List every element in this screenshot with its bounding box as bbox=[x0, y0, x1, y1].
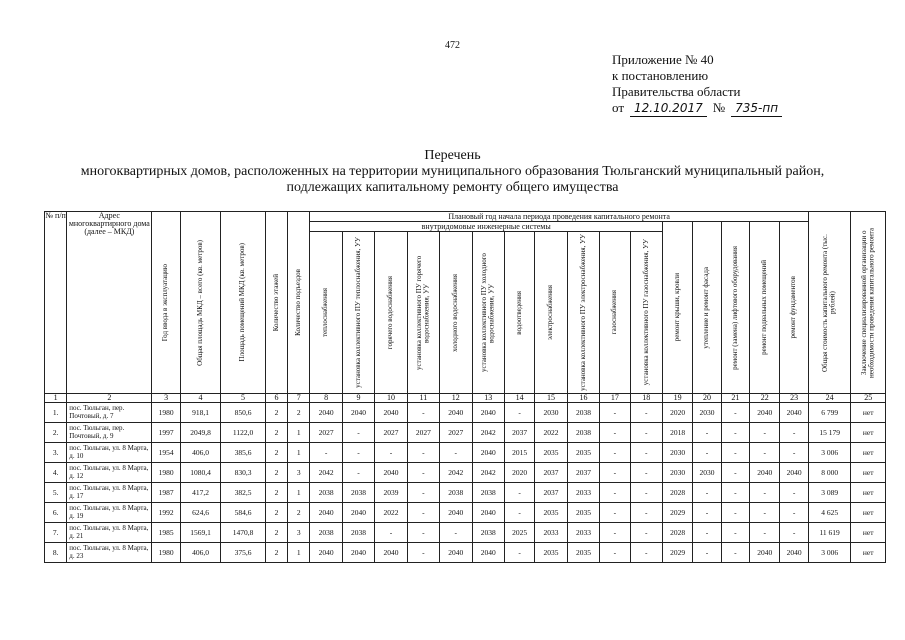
table-cell: 2042 bbox=[310, 463, 342, 483]
table-cell: 2040 bbox=[750, 403, 780, 423]
table-cell: 1954 bbox=[152, 443, 180, 463]
table-cell: 2040 bbox=[342, 403, 374, 423]
column-number: 13 bbox=[472, 394, 504, 403]
header-c18: установка коллективного ПУ газоснабжения, УУ bbox=[630, 232, 662, 394]
header-num: № п/п bbox=[45, 212, 67, 394]
address-cell: пос. Тюльган, ул. 8 Марта, д. 23 bbox=[67, 543, 152, 563]
table-cell: - bbox=[504, 483, 534, 503]
header-c23: ремонт фундаментов bbox=[780, 222, 808, 394]
table-cell: 2 bbox=[265, 403, 287, 423]
table-cell: 8. bbox=[45, 543, 67, 563]
table-cell: 2038 bbox=[342, 483, 374, 503]
header-c20: утепление и ремонт фасада bbox=[693, 222, 721, 394]
column-number: 6 bbox=[265, 394, 287, 403]
table-cell: нет bbox=[851, 543, 886, 563]
table-cell: - bbox=[407, 463, 439, 483]
table-cell: - bbox=[780, 523, 808, 543]
table-cell: 2 bbox=[265, 543, 287, 563]
column-number: 12 bbox=[440, 394, 472, 403]
header-floors: Количество этажей bbox=[265, 212, 287, 394]
column-number: 8 bbox=[310, 394, 342, 403]
header-c14: водоотведения bbox=[504, 232, 534, 394]
column-number: 1 bbox=[45, 394, 67, 403]
table-cell: 2 bbox=[265, 463, 287, 483]
table-cell: 2030 bbox=[662, 443, 692, 463]
table-cell: - bbox=[600, 443, 630, 463]
table-cell: 2 bbox=[288, 403, 310, 423]
column-number: 18 bbox=[630, 394, 662, 403]
annex-block bbox=[612, 52, 782, 117]
table-row bbox=[45, 543, 886, 563]
table-cell: - bbox=[780, 483, 808, 503]
table-cell: 2. bbox=[45, 423, 67, 443]
table-cell: - bbox=[600, 543, 630, 563]
table-cell: - bbox=[721, 403, 749, 423]
table-cell: 3 006 bbox=[808, 543, 851, 563]
table-cell: - bbox=[407, 503, 439, 523]
table-cell: 2040 bbox=[310, 503, 342, 523]
table-body bbox=[45, 403, 886, 563]
table-cell: - bbox=[600, 423, 630, 443]
table-cell: - bbox=[750, 523, 780, 543]
table-cell: 2040 bbox=[472, 403, 504, 423]
table-cell: 3 006 bbox=[808, 443, 851, 463]
title-line2: многоквартирных домов, расположенных на территории муниципального образования Тюльганский муниципальный район, bbox=[80, 164, 825, 179]
table-cell: - bbox=[342, 443, 374, 463]
table-cell: нет bbox=[851, 463, 886, 483]
table-cell: 2 bbox=[265, 483, 287, 503]
table-cell: 2038 bbox=[472, 523, 504, 543]
table-cell: 1470,8 bbox=[221, 523, 266, 543]
table-cell: 2037 bbox=[535, 463, 567, 483]
table-cell: - bbox=[600, 463, 630, 483]
column-number: 20 bbox=[693, 394, 721, 403]
table-cell: нет bbox=[851, 403, 886, 423]
header-c8: теплоснабжения bbox=[310, 232, 342, 394]
from-label: от bbox=[612, 100, 625, 115]
table-cell: - bbox=[407, 483, 439, 503]
table-cell: - bbox=[630, 523, 662, 543]
table-cell: 2022 bbox=[535, 423, 567, 443]
table-cell: 2040 bbox=[440, 403, 472, 423]
header-entrances: Количество подъездов bbox=[288, 212, 310, 394]
table-row bbox=[45, 483, 886, 503]
table-cell: 2035 bbox=[535, 503, 567, 523]
table-cell: - bbox=[693, 503, 721, 523]
table-cell: 1980 bbox=[152, 463, 180, 483]
header-c19: ремонт крыши, кровли bbox=[662, 222, 692, 394]
table-cell: 1569,1 bbox=[180, 523, 221, 543]
table-cell: - bbox=[504, 543, 534, 563]
table-cell: 2040 bbox=[342, 543, 374, 563]
table-cell: - bbox=[600, 523, 630, 543]
column-number: 2 bbox=[67, 394, 152, 403]
table-cell: нет bbox=[851, 443, 886, 463]
table-cell: 2035 bbox=[567, 503, 599, 523]
header-area-total: Общая площадь МКД – всего (кв. метров) bbox=[180, 212, 221, 394]
table-cell: 2025 bbox=[504, 523, 534, 543]
header-engineering: внутридомовые инженерные системы bbox=[310, 222, 663, 232]
column-number: 16 bbox=[567, 394, 599, 403]
table-cell: 6. bbox=[45, 503, 67, 523]
address-cell: пос. Тюльган, пер. Почтовый, д. 7 bbox=[67, 403, 152, 423]
title-line1: Перечень bbox=[424, 148, 481, 163]
table-cell: - bbox=[721, 543, 749, 563]
column-number: 21 bbox=[721, 394, 749, 403]
table-cell: 417,2 bbox=[180, 483, 221, 503]
header-planned: Плановый год начала периода проведения капитального ремонта bbox=[310, 212, 808, 222]
table-cell: 2 bbox=[265, 503, 287, 523]
table-cell: - bbox=[780, 423, 808, 443]
column-number-row bbox=[45, 394, 886, 403]
table-cell: - bbox=[407, 443, 439, 463]
table-cell: - bbox=[693, 483, 721, 503]
table-cell: - bbox=[375, 443, 407, 463]
table-cell: - bbox=[721, 423, 749, 443]
table-cell: 1985 bbox=[152, 523, 180, 543]
table-cell: - bbox=[630, 443, 662, 463]
table-cell: - bbox=[342, 423, 374, 443]
table-cell: 8 000 bbox=[808, 463, 851, 483]
annex-line3: Правительства области bbox=[612, 84, 741, 99]
table-cell: 2018 bbox=[662, 423, 692, 443]
table-cell: 2038 bbox=[310, 483, 342, 503]
table-cell: 2038 bbox=[472, 483, 504, 503]
table-cell: 2039 bbox=[375, 483, 407, 503]
table-cell: - bbox=[375, 523, 407, 543]
table-cell: 2040 bbox=[310, 403, 342, 423]
table-cell: 1980 bbox=[152, 403, 180, 423]
table-cell: 1122,0 bbox=[221, 423, 266, 443]
table-cell: 6 799 bbox=[808, 403, 851, 423]
table-cell: 2040 bbox=[342, 503, 374, 523]
table-cell: - bbox=[721, 463, 749, 483]
address-cell: пос. Тюльган, ул. 8 Марта, д. 10 bbox=[67, 443, 152, 463]
table-cell: - bbox=[342, 463, 374, 483]
table-cell: 385,6 bbox=[221, 443, 266, 463]
table-cell: 2035 bbox=[567, 543, 599, 563]
header-c21: ремонт (замена) лифтового оборудования bbox=[721, 222, 749, 394]
table-cell: 382,5 bbox=[221, 483, 266, 503]
table-row bbox=[45, 403, 886, 423]
header-c12: холодного водоснабжения bbox=[440, 232, 472, 394]
table-cell: 850,6 bbox=[221, 403, 266, 423]
table-cell: - bbox=[750, 503, 780, 523]
column-number: 14 bbox=[504, 394, 534, 403]
table-cell: - bbox=[721, 503, 749, 523]
table-cell: 2035 bbox=[535, 543, 567, 563]
table-cell: - bbox=[600, 483, 630, 503]
column-number: 4 bbox=[180, 394, 221, 403]
table-cell: 2038 bbox=[567, 423, 599, 443]
table-cell: - bbox=[750, 483, 780, 503]
table-cell: 1997 bbox=[152, 423, 180, 443]
table-cell: 2020 bbox=[504, 463, 534, 483]
table-cell: 2040 bbox=[780, 403, 808, 423]
table-cell: - bbox=[693, 443, 721, 463]
number-label: № bbox=[712, 100, 726, 115]
table-cell: 918,1 bbox=[180, 403, 221, 423]
table-cell: 2 bbox=[265, 423, 287, 443]
table-cell: - bbox=[600, 503, 630, 523]
table-cell: - bbox=[504, 403, 534, 423]
table-cell: 3 bbox=[288, 523, 310, 543]
table-cell: 2029 bbox=[662, 503, 692, 523]
column-number: 25 bbox=[851, 394, 886, 403]
table-cell: - bbox=[693, 543, 721, 563]
table-cell: 2028 bbox=[662, 523, 692, 543]
column-number: 3 bbox=[152, 394, 180, 403]
address-cell: пос. Тюльган, ул. 8 Марта, д. 17 bbox=[67, 483, 152, 503]
table-cell: 2029 bbox=[662, 543, 692, 563]
header-c24: Общая стоимость капитального ремонта (тыс. рублей) bbox=[808, 212, 851, 394]
table-cell: 2040 bbox=[440, 543, 472, 563]
table-cell: 2 bbox=[288, 503, 310, 523]
table-cell: 2 bbox=[265, 523, 287, 543]
column-number: 10 bbox=[375, 394, 407, 403]
address-cell: пос. Тюльган, пер. Почтовый, д. 9 bbox=[67, 423, 152, 443]
table-cell: - bbox=[630, 463, 662, 483]
table-cell: 1 bbox=[288, 443, 310, 463]
table-cell: 2040 bbox=[472, 503, 504, 523]
table-cell: 406,0 bbox=[180, 543, 221, 563]
table-cell: 2040 bbox=[780, 543, 808, 563]
table-cell: нет bbox=[851, 483, 886, 503]
table-cell: 15 179 bbox=[808, 423, 851, 443]
header-c22: ремонт подвальных помещений bbox=[750, 222, 780, 394]
table-cell: 1 bbox=[288, 423, 310, 443]
table-cell: - bbox=[750, 423, 780, 443]
table-cell: 2040 bbox=[750, 463, 780, 483]
table-cell: 2049,8 bbox=[180, 423, 221, 443]
table-row bbox=[45, 463, 886, 483]
table-row bbox=[45, 423, 886, 443]
title-line3: подлежащих капитальному ремонту общего имущества bbox=[286, 180, 619, 195]
table-cell: - bbox=[440, 443, 472, 463]
table-cell: 406,0 bbox=[180, 443, 221, 463]
table-cell: 2040 bbox=[440, 503, 472, 523]
table-cell: 2033 bbox=[567, 483, 599, 503]
table-cell: - bbox=[630, 503, 662, 523]
table-cell: 584,6 bbox=[221, 503, 266, 523]
table-cell: 2030 bbox=[693, 403, 721, 423]
table-cell: 2037 bbox=[535, 483, 567, 503]
table-cell: 2037 bbox=[567, 463, 599, 483]
table-cell: 3. bbox=[45, 443, 67, 463]
table-cell: 1987 bbox=[152, 483, 180, 503]
header-c9: установка коллективного ПУ теплоснабжения, УУ bbox=[342, 232, 374, 394]
table-cell: - bbox=[630, 403, 662, 423]
column-number: 17 bbox=[600, 394, 630, 403]
table-cell: 2040 bbox=[310, 543, 342, 563]
table-cell: 2030 bbox=[662, 463, 692, 483]
table-cell: 3 089 bbox=[808, 483, 851, 503]
table-cell: 2028 bbox=[662, 483, 692, 503]
table-cell: - bbox=[780, 503, 808, 523]
table-cell: 2040 bbox=[750, 543, 780, 563]
table-cell: - bbox=[407, 543, 439, 563]
table-cell: 2040 bbox=[472, 543, 504, 563]
table-cell: - bbox=[780, 443, 808, 463]
table-cell: 2030 bbox=[693, 463, 721, 483]
table-cell: 2015 bbox=[504, 443, 534, 463]
table-cell: 2042 bbox=[472, 423, 504, 443]
table-cell: 2040 bbox=[780, 463, 808, 483]
table-cell: нет bbox=[851, 503, 886, 523]
table-cell: 2027 bbox=[407, 423, 439, 443]
table-cell: 1 bbox=[288, 483, 310, 503]
table-row bbox=[45, 443, 886, 463]
table-cell: - bbox=[630, 483, 662, 503]
table-cell: нет bbox=[851, 423, 886, 443]
table-cell: 4. bbox=[45, 463, 67, 483]
table-cell: 4 625 bbox=[808, 503, 851, 523]
table-cell: 5. bbox=[45, 483, 67, 503]
table-cell: 1080,4 bbox=[180, 463, 221, 483]
table-cell: 2033 bbox=[535, 523, 567, 543]
table-cell: 2040 bbox=[375, 543, 407, 563]
table-cell: - bbox=[721, 483, 749, 503]
table-cell: 2022 bbox=[375, 503, 407, 523]
column-number: 22 bbox=[750, 394, 780, 403]
address-cell: пос. Тюльган, ул. 8 Марта, д. 21 bbox=[67, 523, 152, 543]
decree-number: 735-пп bbox=[731, 100, 782, 117]
table-cell: 2040 bbox=[375, 463, 407, 483]
column-number: 9 bbox=[342, 394, 374, 403]
table-cell: 2040 bbox=[375, 403, 407, 423]
table-cell: 2042 bbox=[472, 463, 504, 483]
header-c15: электроснабжения bbox=[535, 232, 567, 394]
header-c25: Заключение специализированной организации о необходимости проведения капитального ремонта bbox=[851, 212, 886, 394]
table-cell: 2038 bbox=[440, 483, 472, 503]
column-number: 11 bbox=[407, 394, 439, 403]
buildings-table bbox=[44, 211, 886, 563]
table-cell: 2038 bbox=[567, 403, 599, 423]
table-cell: - bbox=[750, 443, 780, 463]
address-cell: пос. Тюльган, ул. 8 Марта, д. 19 bbox=[67, 503, 152, 523]
header-c10: горячего водоснабжения bbox=[375, 232, 407, 394]
header-area-premises: Площадь помещений МКД (кв. метров) bbox=[221, 212, 266, 394]
table-cell: 2027 bbox=[310, 423, 342, 443]
header-c16: установка коллективного ПУ электроснабжения, УУ bbox=[567, 232, 599, 394]
header-c11: установка коллективного ПУ горячего водоснабжения, УУ bbox=[407, 232, 439, 394]
column-number: 5 bbox=[221, 394, 266, 403]
table-cell: - bbox=[721, 443, 749, 463]
table-cell: - bbox=[721, 523, 749, 543]
header-c13: установка коллективного ПУ холодного водоснабжения, УУ bbox=[472, 232, 504, 394]
table-cell: 375,6 bbox=[221, 543, 266, 563]
table-cell: - bbox=[693, 523, 721, 543]
table-cell: - bbox=[630, 423, 662, 443]
table-cell: 2038 bbox=[310, 523, 342, 543]
table-cell: нет bbox=[851, 523, 886, 543]
table-cell: 7. bbox=[45, 523, 67, 543]
table-cell: 2027 bbox=[440, 423, 472, 443]
table-cell: - bbox=[504, 503, 534, 523]
table-cell: 2035 bbox=[535, 443, 567, 463]
column-number: 7 bbox=[288, 394, 310, 403]
table-cell: - bbox=[407, 403, 439, 423]
table-cell: 2020 bbox=[662, 403, 692, 423]
annex-line1: Приложение № 40 bbox=[612, 52, 714, 67]
table-cell: - bbox=[440, 523, 472, 543]
table-cell: - bbox=[310, 443, 342, 463]
table-cell: 2033 bbox=[567, 523, 599, 543]
annex-signature-line bbox=[612, 100, 782, 117]
decree-date: 12.10.2017 bbox=[630, 100, 707, 117]
column-number: 19 bbox=[662, 394, 692, 403]
header-c17: газоснабжения bbox=[600, 232, 630, 394]
table-cell: 2 bbox=[265, 443, 287, 463]
header-year: Год ввода в эксплуатацию bbox=[152, 212, 180, 394]
table-cell: 2035 bbox=[567, 443, 599, 463]
table-cell: - bbox=[407, 523, 439, 543]
table-cell: 2030 bbox=[535, 403, 567, 423]
table-row bbox=[45, 503, 886, 523]
table-cell: 2040 bbox=[472, 443, 504, 463]
table-cell: 1 bbox=[288, 543, 310, 563]
table-cell: 624,6 bbox=[180, 503, 221, 523]
table-cell: 1980 bbox=[152, 543, 180, 563]
column-number: 23 bbox=[780, 394, 808, 403]
table-cell: - bbox=[630, 543, 662, 563]
column-number: 24 bbox=[808, 394, 851, 403]
table-cell: 11 619 bbox=[808, 523, 851, 543]
table-cell: - bbox=[600, 403, 630, 423]
table-cell: 2038 bbox=[342, 523, 374, 543]
page-number: 472 bbox=[445, 40, 460, 51]
table-cell: 2037 bbox=[504, 423, 534, 443]
table-cell: 1. bbox=[45, 403, 67, 423]
document-title bbox=[0, 148, 905, 196]
table-cell: 1992 bbox=[152, 503, 180, 523]
table-cell: 3 bbox=[288, 463, 310, 483]
header-address: Адрес многоквартирного дома (далее – МКД) bbox=[67, 212, 152, 394]
table-row bbox=[45, 523, 886, 543]
table-cell: - bbox=[693, 423, 721, 443]
table-cell: 2027 bbox=[375, 423, 407, 443]
table-cell: 830,3 bbox=[221, 463, 266, 483]
address-cell: пос. Тюльган, ул. 8 Марта, д. 12 bbox=[67, 463, 152, 483]
column-number: 15 bbox=[535, 394, 567, 403]
annex-line2: к постановлению bbox=[612, 68, 709, 83]
table-cell: 2042 bbox=[440, 463, 472, 483]
